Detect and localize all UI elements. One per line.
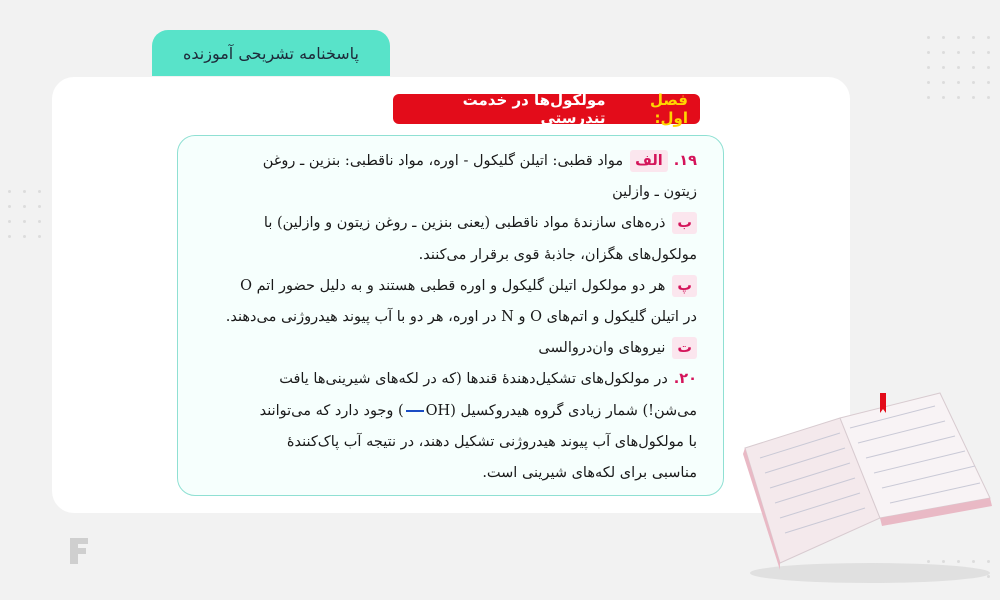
dot	[8, 205, 11, 208]
dot	[957, 96, 960, 99]
answer-text: ) وجود دارد که می‌توانند	[259, 402, 404, 419]
tab-label: پاسخنامه تشریحی آموزنده	[183, 43, 359, 63]
dot	[23, 235, 26, 238]
answer-line	[198, 208, 697, 239]
dot	[987, 81, 990, 84]
dot	[38, 220, 41, 223]
answer-text: در اتیلن گلیکول و اتم‌های O و N در اوره، هر دو با آب پیوند هیدروژنی می‌دهند.	[225, 308, 697, 325]
dot	[957, 81, 960, 84]
question-number-19: ۱۹.	[673, 153, 697, 169]
answer-text: می‌شن!) شمار زیادی گروه هیدروکسیل (	[450, 402, 697, 419]
publisher-logo	[60, 530, 100, 570]
part-badge-be: ب	[672, 212, 697, 234]
bond-line-icon	[406, 410, 424, 412]
answer-text: نیروهای وان‌دروالسی	[538, 340, 666, 357]
dot	[23, 190, 26, 193]
dot	[957, 36, 960, 39]
dot	[38, 205, 41, 208]
answer-text: در مولکول‌های تشکیل‌دهندهٔ قندها (که در لکه‌های شیرینی‌ها یافت	[279, 371, 668, 388]
hydroxyl-formula: OH	[425, 402, 451, 419]
answer-text: زیتون ـ وازلین	[612, 184, 697, 201]
answer-text: مناسبی برای لکه‌های شیرینی است.	[482, 464, 697, 481]
dot	[927, 81, 930, 84]
dot	[987, 51, 990, 54]
answer-line	[198, 177, 697, 208]
chapter-banner	[393, 91, 700, 127]
answer-text: ذره‌های سازندهٔ مواد ناقطبی (یعنی بنزین ـ روغن زیتون و وازلین) با	[263, 215, 666, 232]
dot	[972, 96, 975, 99]
dot	[927, 96, 930, 99]
dot	[23, 220, 26, 223]
dot	[8, 190, 11, 193]
question-number-20: ۲۰.	[673, 371, 697, 388]
dot	[972, 36, 975, 39]
answer-key-tab	[152, 30, 390, 76]
dot	[38, 235, 41, 238]
answer-text: هر دو مولکول اتیلن گلیکول و اوره قطبی هستند و به دلیل حضور اتم O	[240, 277, 666, 294]
answer-line	[198, 271, 697, 302]
dot	[972, 51, 975, 54]
dot	[987, 66, 990, 69]
dot	[972, 81, 975, 84]
answer-text: با مولکول‌های آب پیوند هیدروژنی تشکیل دهند، در نتیجه آب پاک‌کنندهٔ	[286, 433, 697, 450]
dot	[942, 66, 945, 69]
answer-text: مواد قطبی: اتیلن گلیکول - اوره، مواد ناقطبی: بنزین ـ روغن	[262, 153, 624, 169]
answer-line	[198, 396, 697, 427]
dot	[942, 36, 945, 39]
answer-line	[198, 302, 697, 333]
dot	[957, 51, 960, 54]
answer-line	[198, 240, 697, 271]
dot	[927, 36, 930, 39]
dot	[987, 36, 990, 39]
answer-box	[177, 135, 724, 496]
dot	[8, 235, 11, 238]
dot	[942, 81, 945, 84]
answer-line	[198, 427, 697, 458]
chapter-title: مولکول‌ها در خدمت تندرستی	[462, 91, 606, 127]
open-book-image	[740, 388, 1000, 588]
answer-line	[198, 364, 697, 395]
dot	[942, 51, 945, 54]
dot	[23, 205, 26, 208]
part-badge-alef: الف	[630, 150, 668, 172]
dot	[927, 51, 930, 54]
part-badge-pe: پ	[672, 275, 697, 297]
answer-line	[198, 333, 697, 364]
dot	[972, 66, 975, 69]
dot	[942, 96, 945, 99]
dot	[38, 190, 41, 193]
answer-line	[198, 458, 697, 489]
dot	[8, 220, 11, 223]
dot-pattern-left	[8, 190, 41, 238]
part-badge-te: ت	[672, 337, 697, 359]
dot	[927, 66, 930, 69]
chapter-keyword: فصل اول:	[650, 91, 688, 127]
answer-text: مولکول‌های هگزان، جاذبهٔ قوی برقرار می‌کنند.	[418, 246, 697, 263]
dot-pattern-right	[927, 36, 990, 99]
answer-line	[198, 146, 697, 177]
dot	[987, 96, 990, 99]
dot	[957, 66, 960, 69]
